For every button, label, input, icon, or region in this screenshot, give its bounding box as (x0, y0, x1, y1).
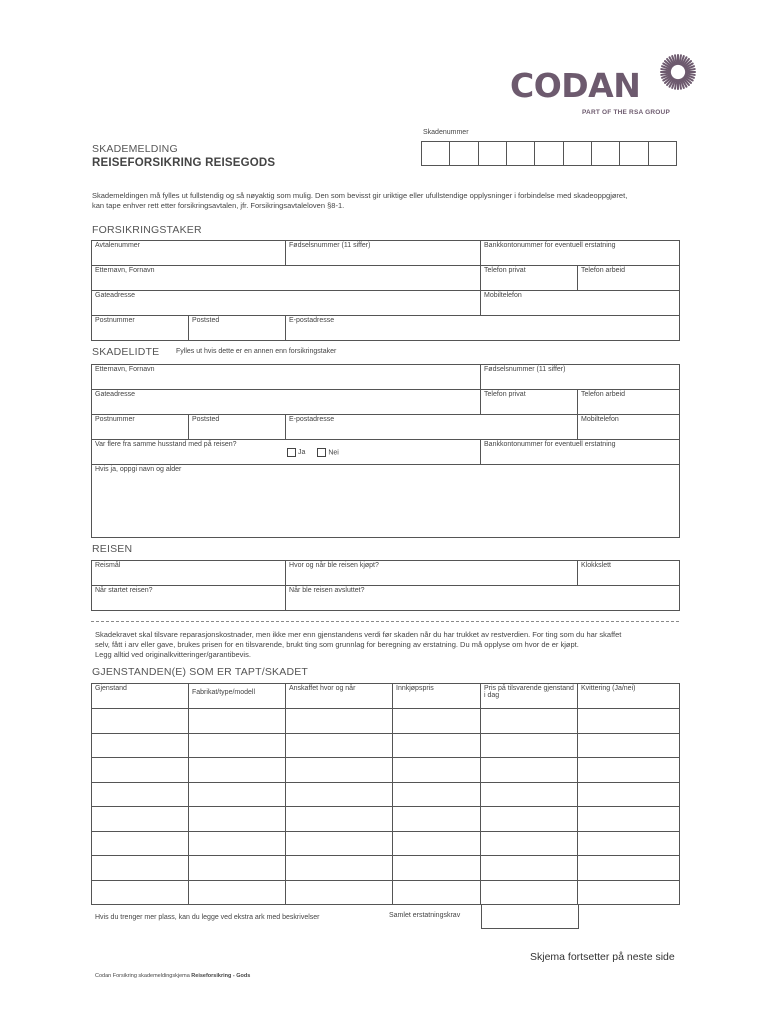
item-cell[interactable] (189, 758, 286, 783)
postnummer-field[interactable]: Postnummer (92, 316, 189, 341)
item-cell[interactable] (393, 856, 481, 881)
item-cell[interactable] (92, 856, 189, 881)
section-forsikringstaker: FORSIKRINGSTAKER (92, 224, 202, 236)
gateadresse-field[interactable]: Gateadresse (92, 291, 481, 316)
gjenstander-table (91, 683, 680, 905)
item-cell[interactable] (481, 758, 578, 783)
footer (95, 973, 250, 979)
item-cell[interactable] (92, 758, 189, 783)
notice-line3: Legg alltid ved originalkvitteringer/garantibevis. (95, 650, 251, 659)
skadelidte-note: Fylles ut hvis dette er en annen enn forsikringstaker (176, 348, 337, 355)
item-cell[interactable] (578, 880, 680, 905)
item-cell[interactable] (286, 856, 393, 881)
item-cell[interactable] (286, 733, 393, 758)
item-row (92, 807, 680, 832)
item-cell[interactable] (481, 733, 578, 758)
items-header-row (92, 684, 680, 709)
poststed-field[interactable]: Poststed (189, 316, 286, 341)
item-cell[interactable] (393, 782, 481, 807)
item-row (92, 782, 680, 807)
col-innkjopspris: Innkjøpspris (393, 684, 481, 709)
section-reisen: REISEN (92, 543, 133, 555)
mobiltelefon-field[interactable]: Mobiltelefon (481, 291, 680, 316)
claim-number-box[interactable] (620, 142, 648, 165)
bankkonto-field[interactable]: Bankkontonummer for eventuell erstatning (481, 241, 680, 266)
col-kvittering: Kvittering (Ja/nei) (578, 684, 680, 709)
item-cell[interactable] (189, 733, 286, 758)
skadelidte-epost-field[interactable]: E-postadresse (286, 415, 578, 440)
avtalenummer-field[interactable]: Avtalenummer (92, 241, 286, 266)
item-row (92, 758, 680, 783)
footer-prefix: Codan Forsikring skademeldingskjema (95, 973, 190, 979)
item-cell[interactable] (481, 880, 578, 905)
item-cell[interactable] (286, 831, 393, 856)
fodselsnummer-field[interactable]: Fødselsnummer (11 siffer) (286, 241, 481, 266)
item-row (92, 880, 680, 905)
skadelidte-telefon-arbeid-field[interactable]: Telefon arbeid (578, 390, 680, 415)
nei-label: Nei (328, 449, 339, 457)
item-cell[interactable] (393, 758, 481, 783)
item-cell[interactable] (286, 758, 393, 783)
section-skadelidte: SKADELIDTE (92, 346, 160, 358)
skadelidte-postnummer-field[interactable]: Postnummer (92, 415, 189, 440)
claim-number-box[interactable] (450, 142, 478, 165)
item-cell[interactable] (578, 758, 680, 783)
notice-line1: Skadekravet skal tilsvare reparasjonskostnader, men ikke mer enn gjenstandens verdi før skaden når du har trukket av restverdien. For ting som du har skaffet (95, 630, 622, 639)
item-cell[interactable] (189, 807, 286, 832)
more-space-note: Hvis du trenger mer plass, kan du legge ved ekstra ark med beskrivelser (95, 914, 320, 921)
item-cell[interactable] (481, 782, 578, 807)
notice-divider (91, 621, 679, 622)
col-fabrikat: Fabrikat/type/modell (189, 684, 286, 709)
item-cell[interactable] (393, 831, 481, 856)
form-title-line1: SKADEMELDING (92, 143, 178, 155)
intro-line2: kan tape enhver rett etter forsikringsavtalen, jfr. Forsikringsavtaleloven §8-1. (92, 201, 345, 210)
section-gjenstander: GJENSTANDEN(E) SOM ER TAPT/SKADET (92, 666, 309, 678)
skadelidte-gateadresse-field[interactable]: Gateadresse (92, 390, 481, 415)
item-cell[interactable] (393, 709, 481, 734)
claim-number-boxes[interactable] (421, 141, 677, 166)
avsluttet-field[interactable]: Når ble reisen avsluttet? (286, 586, 680, 611)
reisemal-field[interactable]: Reismål (92, 561, 286, 586)
etternavn-field[interactable]: Etternavn, Fornavn (92, 266, 481, 291)
item-row (92, 709, 680, 734)
notice-line2: selv, fått i arv eller gave, brukes prisen for en tilsvarende, brukt ting som grunnlag for beregning av erstatning. Du må opplyse om hvor de er kjøpt. (95, 640, 579, 649)
startet-field[interactable]: Når startet reisen? (92, 586, 286, 611)
item-cell[interactable] (286, 880, 393, 905)
item-cell[interactable] (393, 807, 481, 832)
husstand-question: Var flere fra samme husstand med på reisen? (95, 441, 237, 448)
epost-field[interactable]: E-postadresse (286, 316, 680, 341)
item-cell[interactable] (92, 831, 189, 856)
forsikringstaker-table (91, 240, 680, 341)
item-cell[interactable] (578, 831, 680, 856)
item-cell[interactable] (92, 880, 189, 905)
form-title-line2: REISEFORSIKRING REISEGODS (92, 157, 276, 169)
claim-number-box[interactable] (649, 142, 676, 165)
item-cell[interactable] (189, 831, 286, 856)
total-label: Samlet erstatningskrav (389, 912, 461, 919)
nei-checkbox[interactable] (317, 448, 326, 457)
item-cell[interactable] (189, 856, 286, 881)
telefon-arbeid-field[interactable]: Telefon arbeid (578, 266, 680, 291)
item-cell[interactable] (578, 807, 680, 832)
hvis-ja-field[interactable]: Hvis ja, oppgi navn og alder (92, 465, 680, 538)
item-row (92, 831, 680, 856)
skadelidte-poststed-field[interactable]: Poststed (189, 415, 286, 440)
klokkeslett-field[interactable]: Klokkslett (578, 561, 680, 586)
hvor-kjopt-field[interactable]: Hvor og når ble reisen kjøpt? (286, 561, 578, 586)
item-cell[interactable] (286, 782, 393, 807)
item-cell[interactable] (578, 733, 680, 758)
item-cell[interactable] (92, 807, 189, 832)
continue-note: Skjema fortsetter på neste side (530, 951, 675, 963)
item-cell[interactable] (578, 709, 680, 734)
claim-number-box[interactable] (507, 142, 535, 165)
claim-number-box[interactable] (592, 142, 620, 165)
item-cell[interactable] (578, 856, 680, 881)
item-cell[interactable] (189, 880, 286, 905)
brand-tagline: PART OF THE RSA GROUP (582, 109, 670, 116)
item-row (92, 733, 680, 758)
ja-label: Ja (298, 449, 306, 457)
claim-number-box[interactable] (422, 142, 450, 165)
reisen-table (91, 560, 680, 611)
skadelidte-mobiltelefon-field[interactable]: Mobiltelefon (578, 415, 680, 440)
claim-number-label: Skadenummer (423, 129, 469, 136)
item-cell[interactable] (578, 782, 680, 807)
total-field[interactable] (481, 904, 579, 929)
item-cell[interactable] (286, 709, 393, 734)
claim-number-box[interactable] (564, 142, 592, 165)
skadelidte-telefon-privat-field[interactable]: Telefon privat (481, 390, 578, 415)
claim-number-box[interactable] (535, 142, 563, 165)
item-cell[interactable] (286, 807, 393, 832)
telefon-privat-field[interactable]: Telefon privat (481, 266, 578, 291)
col-gjenstand: Gjenstand (92, 684, 189, 709)
skadelidte-bankkonto-field[interactable]: Bankkontonummer for eventuell erstatning (481, 440, 680, 465)
item-row (92, 856, 680, 881)
item-cell[interactable] (92, 782, 189, 807)
claim-number-box[interactable] (479, 142, 507, 165)
item-cell[interactable] (481, 709, 578, 734)
item-cell[interactable] (393, 733, 481, 758)
item-cell[interactable] (92, 709, 189, 734)
item-cell[interactable] (481, 807, 578, 832)
item-cell[interactable] (481, 856, 578, 881)
col-pris-i-dag: Pris på tilsvarende gjenstand i dag (481, 684, 578, 709)
col-anskaffet: Anskaffet hvor og når (286, 684, 393, 709)
brand-logo-text: CODAN (510, 66, 641, 105)
item-cell[interactable] (92, 733, 189, 758)
husstand-field (92, 440, 481, 465)
item-cell[interactable] (189, 709, 286, 734)
sun-logo-icon (657, 51, 699, 93)
intro-line1: Skademeldingen må fylles ut fullstendig og så nøyaktig som mulig. Den som bevisst gir uriktige eller ufullstendige opplysninger i forbindelse med skadeoppgjøret, (92, 191, 628, 200)
footer-bold: Reiseforsikring - Gods (191, 973, 251, 979)
item-cell[interactable] (481, 831, 578, 856)
skadelidte-etternavn-field[interactable]: Etternavn, Fornavn (92, 365, 481, 390)
skadelidte-table (91, 364, 680, 538)
ja-checkbox[interactable] (287, 448, 296, 457)
item-cell[interactable] (189, 782, 286, 807)
skadelidte-fodselsnummer-field[interactable]: Fødselsnummer (11 siffer) (481, 365, 680, 390)
item-cell[interactable] (393, 880, 481, 905)
